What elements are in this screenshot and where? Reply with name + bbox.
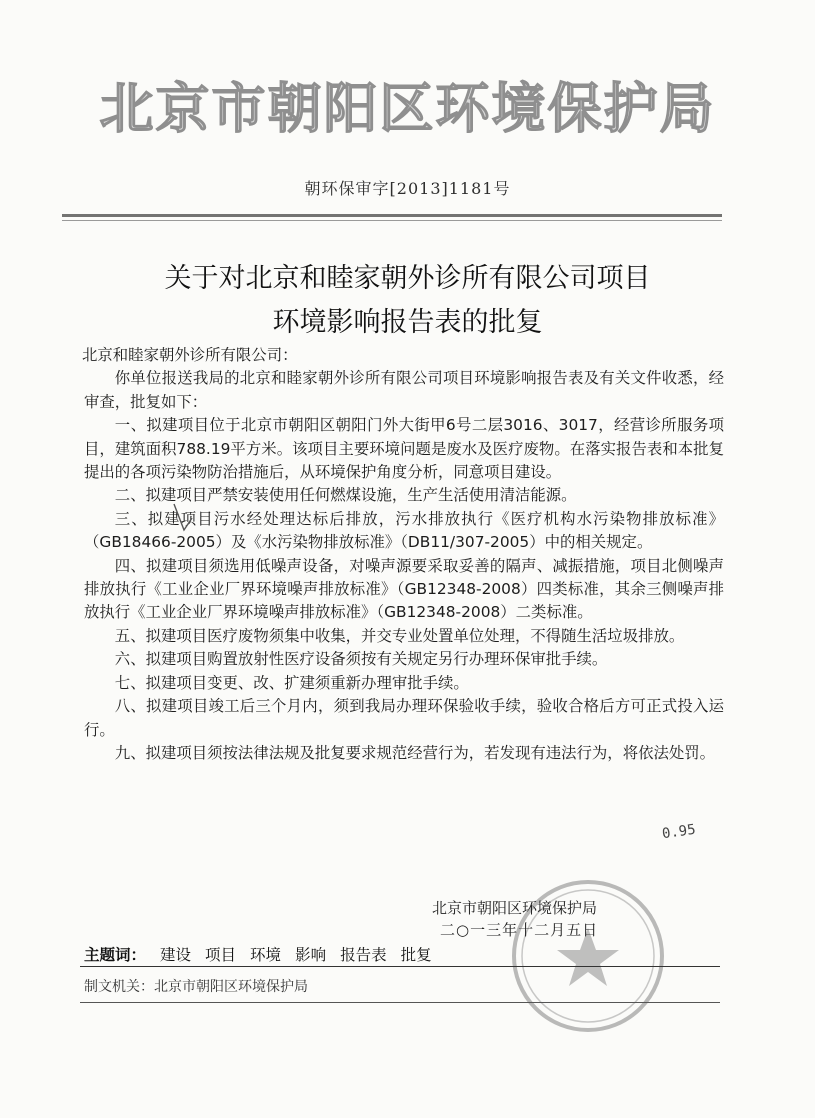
clause-7: 七、拟建项目变更、改、扩建须重新办理审批手续。 — [114, 673, 469, 692]
keywords-label: 主题词： — [84, 946, 147, 964]
document-number: 朝环保审字[2013]1181号 — [304, 179, 511, 198]
handwritten-mark: 0.95 — [661, 821, 697, 843]
clause-1: 一、拟建项目位于北京市朝阳区朝阳门外大街甲6号二层3016、3017，经营诊所服务项目，建筑面积788.19平方米。该项目主要环境问题是废水及医疗废物。在落实报告表和本批复提出的各项污染物防治措施后，从环境保护角度分析，同意项目建设。 — [84, 416, 724, 482]
signature-block — [432, 897, 598, 941]
document-title-line-2: 环境影响报告表的批复 — [272, 307, 543, 338]
clause-9: 九、拟建项目须按法律法规及批复要求规范经营行为，若发现有违法行为，将依法处罚。 — [114, 743, 716, 762]
footer-rule-bottom — [80, 1002, 720, 1003]
subject-keywords — [84, 943, 432, 965]
clause-3: 三、拟建项目污水经处理达标后排放，污水排放执行《医疗机构水污染物排放标准》（GB18466-2005）及《水污染物排放标准》（DB11/307-2005）中的相关规定。 — [84, 509, 724, 552]
clause-8: 八、拟建项目竣工后三个月内，须到我局办理环保验收手续，验收合格后方可正式投入运行。 — [84, 697, 724, 739]
header-rule — [62, 214, 722, 217]
clause-5: 五、拟建项目医疗废物须集中收集，并交专业处置单位处理，不得随生活垃圾排放。 — [114, 626, 685, 645]
clause-4: 四、拟建项目须选用低噪声设备，对噪声源要采取妥善的隔声、减振措施，项目北侧噪声排放执行《工业企业厂界环境噪声排放标准》（GB12348-2008）四类标准，其余三侧噪声排放执行《工业企业厂界环境噪声排放标准》（GB12348-2008）二类标准。 — [84, 556, 724, 622]
signing-date: 二○一三年十二月五日 — [440, 921, 599, 939]
document-title-line-1: 关于对北京和睦家朝外诊所有限公司项目 — [164, 263, 651, 294]
pen-stroke-icon — [170, 500, 200, 540]
footer-rule-top — [80, 966, 720, 967]
intro-paragraph: 你单位报送我局的北京和睦家朝外诊所有限公司项目环境影响报告表及有关文件收悉，经审查，批复如下： — [84, 369, 724, 411]
signing-agency: 北京市朝阳区环境保护局 — [432, 899, 598, 917]
document-body — [84, 344, 724, 765]
keyword: 项目 — [205, 946, 237, 964]
clause-6: 六、拟建项目购置放射性医疗设备须按有关规定另行办理环保审批手续。 — [114, 650, 608, 669]
issuing-authority: 制文机关：北京市朝阳区环境保护局 — [84, 979, 308, 995]
keyword: 环境 — [250, 946, 282, 964]
addressee: 北京和睦家朝外诊所有限公司： — [82, 346, 298, 364]
header-rule-thin — [62, 220, 722, 221]
keyword: 报告表 — [340, 946, 387, 964]
clause-2: 二、拟建项目严禁安装使用任何燃煤设施，生产生活使用清洁能源。 — [114, 486, 577, 505]
keyword: 建设 — [160, 946, 192, 964]
keyword: 影响 — [295, 946, 327, 964]
agency-letterhead: 北京市朝阳区环境保护局 — [99, 76, 716, 140]
keyword: 批复 — [400, 946, 432, 964]
